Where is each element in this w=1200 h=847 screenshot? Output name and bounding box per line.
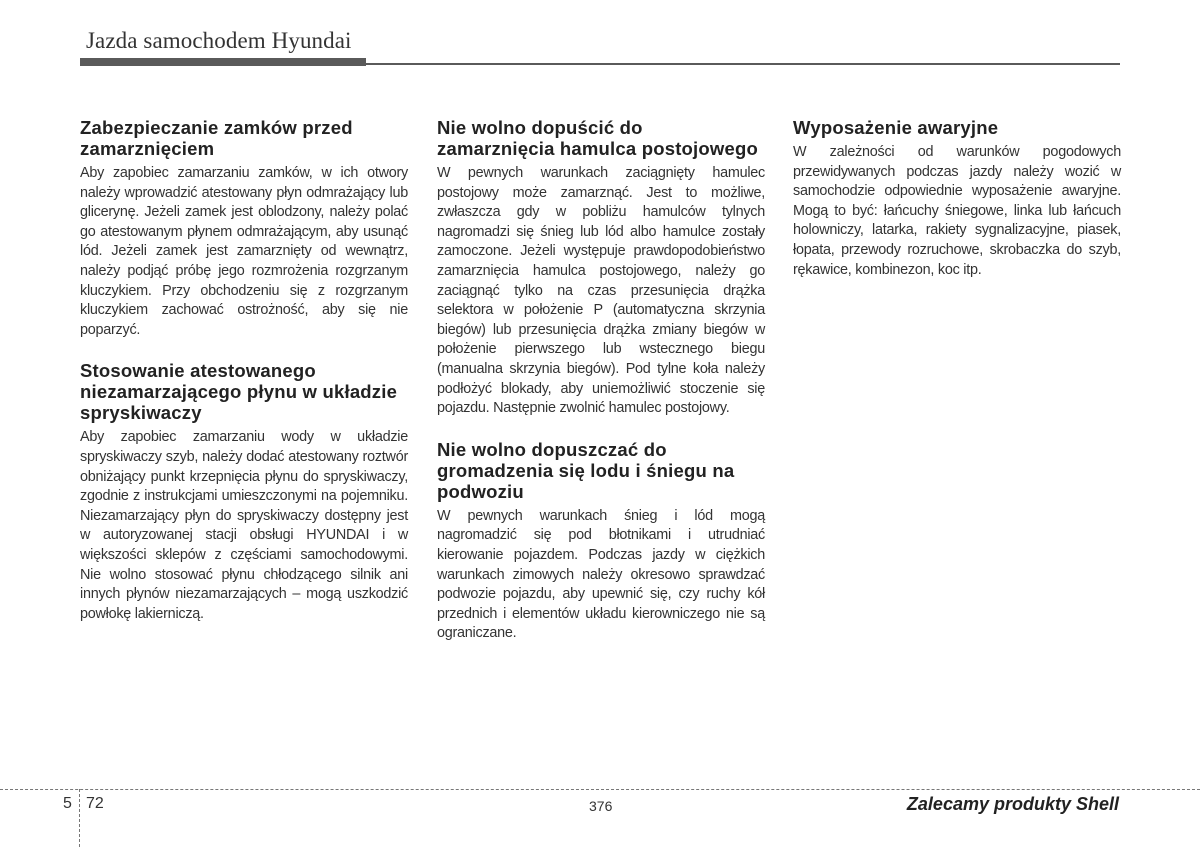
section-heading: Nie wolno dopuścić do zamarznięcia hamulca postojowego <box>437 117 758 159</box>
page-header-title: Jazda samochodem Hyundai <box>86 28 352 53</box>
section-body: W pewnych warunkach śnieg i lód mogą nagromadzić się pod błotnikami i utrudniać kierowanie pojazdem. Podczas jazdy w ciężkich warunkach zimowych należy okresowo sprawdzać podwozie pojazdu, aby upewnić się, czy ruchy kół przednich i elementów układu kierowniczego nie są ograniczane. <box>437 507 765 642</box>
document-page-number: 376 <box>589 798 613 814</box>
section-emergency-equipment <box>793 117 1121 280</box>
chapter-number: 5 <box>63 795 72 812</box>
section-washer-fluid <box>80 360 408 624</box>
section-heading: Zabezpieczanie zamków przed zamarznięciem <box>80 117 353 159</box>
section-heading: Wyposażenie awaryjne <box>793 117 999 138</box>
section-body: W pewnych warunkach zaciągnięty hamulec postojowy może zamarznąć. Jest to możliwe, zwłaszcza gdy w pobliżu hamulców tylnych nagromadzi się śnieg lub lód albo hamulce zostały zamoczone. Jeżeli występuje prawdopodobieństwo zamarznięcia hamulca postojowego, należy go zaciągnąć tylko na czas przesunięcia drążka selektora w położenie P (automatyczna skrzynia biegów) lub przesunięcia drążka zmiany biegów w położenie pierwszego lub wstecznego biegu (manualna skrzynia biegów). Pod tylne koła należy podłożyć blokady, aby uniemożliwić stoczenie się pojazdu. Następnie zwolnić hamulec postojowy. <box>437 165 765 417</box>
page-number: 72 <box>86 795 104 812</box>
footer-divider <box>0 789 1200 790</box>
footer-brand-text: Zalecamy produkty Shell <box>906 794 1119 814</box>
text-column-3 <box>793 117 1121 300</box>
section-parking-brake <box>437 117 765 419</box>
header-accent-bar <box>80 58 366 66</box>
section-undercarriage-ice <box>437 439 765 644</box>
footer-vertical-divider <box>79 789 80 847</box>
section-heading: Nie wolno dopuszczać do gromadzenia się lodu i śniegu na podwoziu <box>437 438 735 502</box>
text-column-1 <box>80 117 408 644</box>
section-heading: Stosowanie atestowanego niezamarzającego płynu w układzie spryskiwaczy <box>80 360 398 424</box>
section-lock-freezing <box>80 117 408 340</box>
header-divider <box>366 63 1120 65</box>
text-column-2 <box>437 117 765 664</box>
section-body: Aby zapobiec zamarzaniu zamków, w ich otwory należy wprowadzić atestowany płyn odmrażający lub glicerynę. Jeżeli zamek jest oblodzony, należy polać go atestowanym płynem odmrażającym, aby usunąć lód. Jeżeli zamek jest zamarznięty od wewnątrz, należy podjąć próbę jego rozmrożenia rozgrzanym kluczykiem. Przy obchodzeniu się z rozgrzanym kluczykiem zachować ostrożność, aby się nie poparzyć. <box>80 165 408 338</box>
section-body: W zależności od warunków pogodowych przewidywanych podczas jazdy należy wozić w samochodzie odpowiednie wyposażenie awaryjne. Mogą to być: łańcuchy śniegowe, linka lub łańcuch holowniczy, latarka, rakiety sygnalizacyjne, piasek, łopata, przewody rozruchowe, skrobaczka do szyb, rękawice, kombinezon, koc itp. <box>793 144 1121 278</box>
section-body: Aby zapobiec zamarzaniu wody w układzie spryskiwaczy szyb, należy dodać atestowany roztwór obniżający punkt krzepnięcia płynu do spryskiwaczy, zgodnie z instrukcjami umieszczonymi na pojemniku. Niezamarzający płyn do spryskiwaczy dostępny jest w autoryzowanej stacji obsługi HYUNDAI i w większości sklepów z częściami samochodowymi. Nie wolno stosować płynu chłodzącego silnik ani innych płynów niezamarzających – mogą uszkodzić powłokę lakierniczą. <box>80 429 408 622</box>
